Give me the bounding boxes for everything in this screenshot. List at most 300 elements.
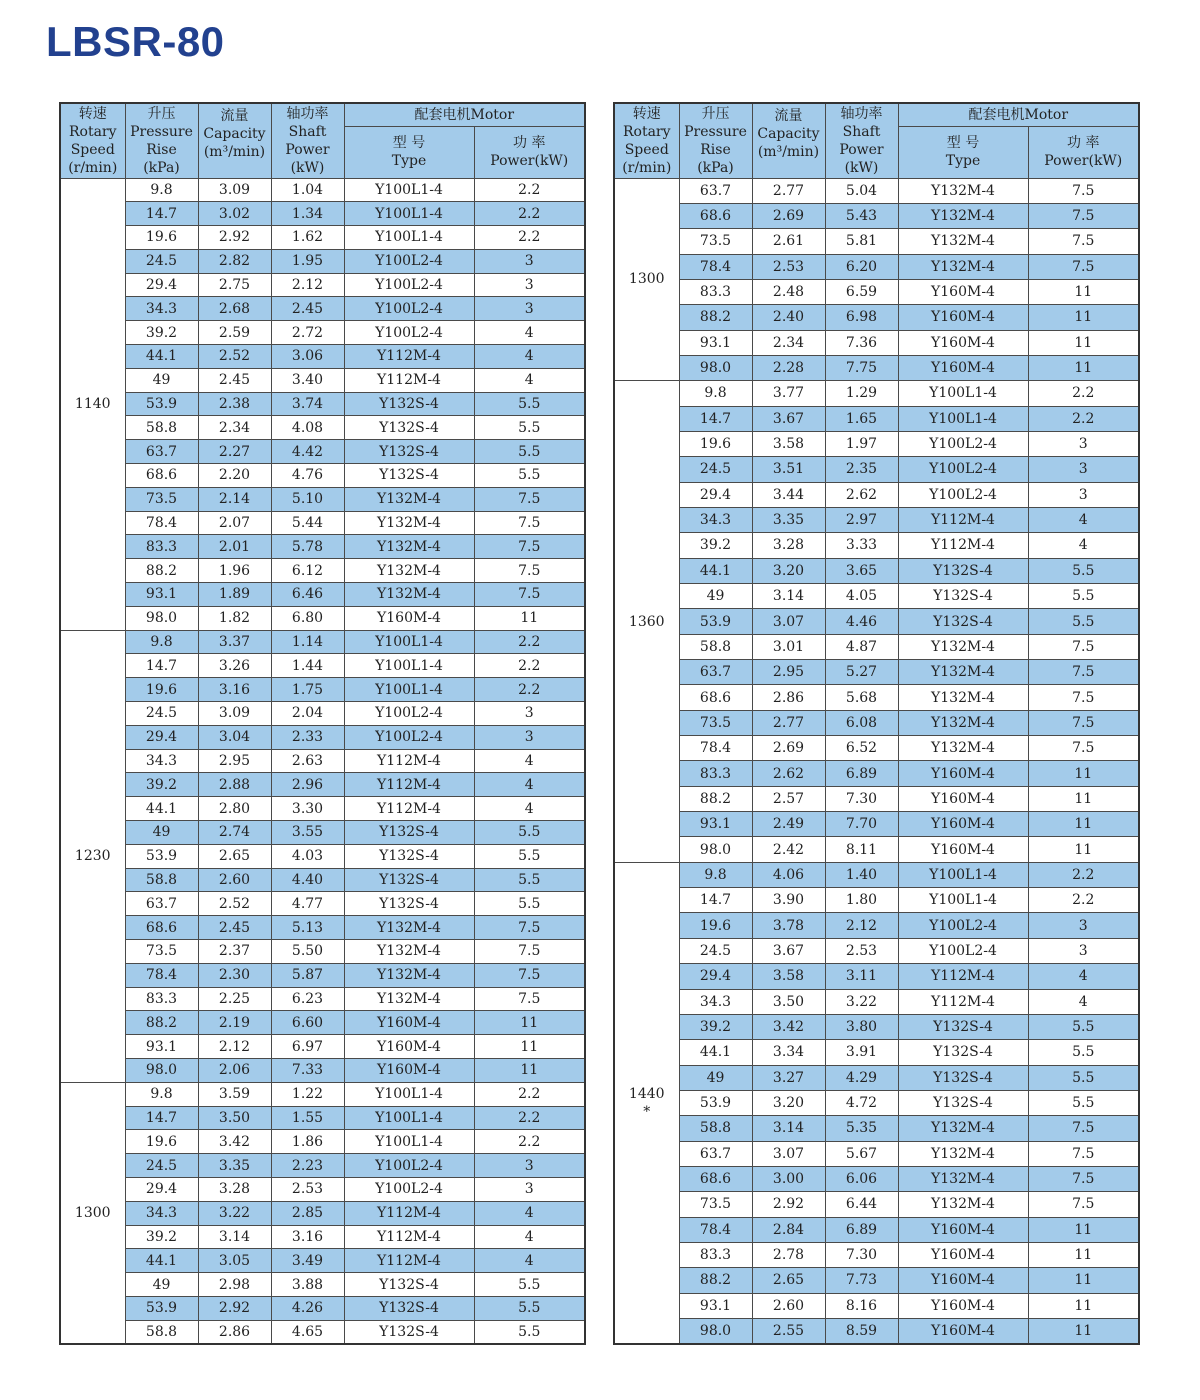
capacity-cell: 3.77 xyxy=(752,381,825,406)
motor-power-cell: 5.5 xyxy=(1028,558,1139,583)
pressure-rise-cell: 19.6 xyxy=(125,678,198,702)
table-row xyxy=(614,279,1139,304)
motor-power-cell: 4 xyxy=(474,345,585,369)
pressure-rise-cell: 39.2 xyxy=(125,321,198,345)
shaft-power-cell: 6.46 xyxy=(271,583,344,607)
capacity-cell: 3.35 xyxy=(198,1154,271,1178)
capacity-cell: 2.60 xyxy=(752,1293,825,1318)
motor-power-cell: 7.5 xyxy=(1028,1141,1139,1166)
motor-type-cell: Y112M-4 xyxy=(344,1201,474,1225)
pressure-rise-cell: 39.2 xyxy=(679,533,752,558)
motor-type-cell: Y132S-4 xyxy=(898,1065,1028,1090)
shaft-power-cell: 5.67 xyxy=(825,1141,898,1166)
type-cn-label: 型 号 xyxy=(392,135,426,151)
motor-power-cell: 3 xyxy=(474,702,585,726)
table-row xyxy=(60,392,585,416)
pressure-rise-cell: 78.4 xyxy=(679,736,752,761)
table-row xyxy=(60,273,585,297)
shaft-power-cell: 6.20 xyxy=(825,254,898,279)
pressure-cn-label: 升压 xyxy=(701,105,730,122)
capacity-cell: 3.50 xyxy=(198,1106,271,1130)
capacity-cell: 2.62 xyxy=(752,761,825,786)
table-row xyxy=(614,888,1139,913)
table-row xyxy=(614,584,1139,609)
table-row xyxy=(614,862,1139,887)
motor-power-cell: 7.5 xyxy=(474,511,585,535)
shaft-power-cell: 6.23 xyxy=(271,987,344,1011)
table-row xyxy=(60,1130,585,1154)
motor-type-cell: Y112M-4 xyxy=(898,989,1028,1014)
pressure-rise-cell: 9.8 xyxy=(125,1082,198,1106)
capacity-cell: 2.69 xyxy=(752,736,825,761)
pressure-rise-cell: 14.7 xyxy=(125,1106,198,1130)
capacity-cell: 3.51 xyxy=(752,457,825,482)
col-pressure-rise xyxy=(679,103,752,178)
table-row xyxy=(614,685,1139,710)
motor-type-cell: Y132S-4 xyxy=(344,892,474,916)
table-row xyxy=(614,431,1139,456)
pressure-rise-cell: 24.5 xyxy=(125,702,198,726)
pressure-rise-cell: 83.3 xyxy=(679,761,752,786)
shaft-power-cell: 6.80 xyxy=(271,606,344,630)
shaft-power-cell: 5.50 xyxy=(271,940,344,964)
motor-type-cell: Y132S-4 xyxy=(344,416,474,440)
table-row xyxy=(614,660,1139,685)
shaft-power-cell: 7.30 xyxy=(825,1242,898,1267)
motor-type-cell: Y100L1-4 xyxy=(898,888,1028,913)
pressure-rise-cell: 78.4 xyxy=(125,511,198,535)
pressure-rise-cell: 58.8 xyxy=(679,634,752,659)
table-row xyxy=(60,940,585,964)
shaft-power-cell: 2.45 xyxy=(271,297,344,321)
motor-type-cell: Y132M-4 xyxy=(898,1166,1028,1191)
speed-en-label: Rotary xyxy=(68,123,117,140)
motor-power-cell: 5.5 xyxy=(474,464,585,488)
table-row xyxy=(614,736,1139,761)
shaft-power-cell: 2.04 xyxy=(271,702,344,726)
capacity-cell: 2.55 xyxy=(752,1318,825,1343)
col-motor: 配套电机Motor xyxy=(344,103,585,126)
pressure-rise-cell: 58.8 xyxy=(125,868,198,892)
motor-power-cell: 4 xyxy=(474,1225,585,1249)
capacity-cell: 2.19 xyxy=(198,1011,271,1035)
shaft-power-cell: 1.86 xyxy=(271,1130,344,1154)
speed-en-label: Rotary xyxy=(622,123,671,140)
table-row xyxy=(60,987,585,1011)
shaft-power-cell: 2.12 xyxy=(825,913,898,938)
capacity-cell: 2.92 xyxy=(198,1296,271,1320)
motor-type-cell: Y132M-4 xyxy=(898,660,1028,685)
motor-power-cell: 5.5 xyxy=(474,1273,585,1297)
capacity-cell: 3.44 xyxy=(752,482,825,507)
power-en-label: Power(kW) xyxy=(490,153,569,169)
motor-power-cell: 7.5 xyxy=(474,583,585,607)
motor-power-cell: 4 xyxy=(474,368,585,392)
power-en-label: Power(kW) xyxy=(1044,153,1123,169)
motor-type-cell: Y112M-4 xyxy=(898,533,1028,558)
capacity-cell: 3.42 xyxy=(752,1014,825,1039)
motor-type-cell: Y112M-4 xyxy=(898,507,1028,532)
table-row xyxy=(614,938,1139,963)
motor-type-cell: Y132M-4 xyxy=(344,963,474,987)
capacity-cell: 2.40 xyxy=(752,305,825,330)
table-row xyxy=(60,583,585,607)
shaft-power-cell: 6.89 xyxy=(825,1217,898,1242)
motor-type-cell: Y132M-4 xyxy=(898,634,1028,659)
motor-power-cell: 7.5 xyxy=(1028,710,1139,735)
capacity-cell: 2.98 xyxy=(198,1273,271,1297)
motor-power-cell: 5.5 xyxy=(474,1320,585,1344)
header-row xyxy=(614,103,1139,126)
pressure-rise-cell: 63.7 xyxy=(125,440,198,464)
shaft-power-cell: 1.95 xyxy=(271,249,344,273)
motor-power-cell: 4 xyxy=(474,321,585,345)
pressure-en-label: Pressure xyxy=(684,123,747,140)
table-row xyxy=(60,416,585,440)
col-capacity xyxy=(198,103,271,178)
motor-power-cell: 5.5 xyxy=(474,892,585,916)
table-row xyxy=(60,797,585,821)
shaft-power-cell: 2.53 xyxy=(271,1177,344,1201)
pressure-rise-cell: 19.6 xyxy=(125,1130,198,1154)
pressure-rise-cell: 34.3 xyxy=(125,1201,198,1225)
motor-power-cell: 3 xyxy=(1028,482,1139,507)
table-row xyxy=(60,821,585,845)
shaft-unit: (kW) xyxy=(844,159,879,176)
shaft-power-cell: 5.81 xyxy=(825,229,898,254)
shaft-power-cell: 1.65 xyxy=(825,406,898,431)
type-en-label: Type xyxy=(391,153,427,169)
speed-en-label-2: Speed xyxy=(624,141,669,158)
pressure-rise-cell: 83.3 xyxy=(125,987,198,1011)
shaft-power-cell: 4.65 xyxy=(271,1320,344,1344)
motor-type-cell: Y100L1-4 xyxy=(898,862,1028,887)
motor-type-cell: Y132S-4 xyxy=(898,1090,1028,1115)
capacity-cell: 3.20 xyxy=(752,1090,825,1115)
shaft-power-cell: 2.96 xyxy=(271,773,344,797)
motor-power-cell: 2.2 xyxy=(1028,888,1139,913)
capacity-cell: 3.16 xyxy=(198,678,271,702)
speed-unit: (r/min) xyxy=(622,159,672,176)
rotary-speed-cell xyxy=(60,1082,125,1344)
motor-power-cell: 2.2 xyxy=(474,678,585,702)
rotary-speed-value: 1360 xyxy=(628,613,665,630)
table-row xyxy=(60,1296,585,1320)
table-row xyxy=(60,725,585,749)
motor-type-cell: Y112M-4 xyxy=(344,1225,474,1249)
shaft-power-cell: 4.03 xyxy=(271,844,344,868)
motor-power-cell: 11 xyxy=(1028,305,1139,330)
motor-power-cell: 2.2 xyxy=(474,1130,585,1154)
table-row xyxy=(60,487,585,511)
power-cn-label: 功 率 xyxy=(1067,135,1100,151)
capacity-cell: 3.58 xyxy=(752,964,825,989)
pressure-rise-cell: 73.5 xyxy=(125,487,198,511)
motor-type-cell: Y132S-4 xyxy=(344,844,474,868)
pressure-rise-cell: 34.3 xyxy=(679,989,752,1014)
motor-type-cell: Y100L2-4 xyxy=(898,457,1028,482)
shaft-power-cell: 4.76 xyxy=(271,464,344,488)
table-row xyxy=(614,1065,1139,1090)
col-shaft-power xyxy=(271,103,344,178)
motor-type-cell: Y100L1-4 xyxy=(344,178,474,202)
motor-power-cell: 11 xyxy=(474,1058,585,1082)
pressure-rise-cell: 83.3 xyxy=(679,1242,752,1267)
motor-type-cell: Y112M-4 xyxy=(344,1249,474,1273)
pressure-rise-cell: 68.6 xyxy=(679,203,752,228)
motor-type-cell: Y100L1-4 xyxy=(344,226,474,250)
capacity-cell: 3.00 xyxy=(752,1166,825,1191)
pressure-rise-cell: 19.6 xyxy=(679,431,752,456)
shaft-power-cell: 3.65 xyxy=(825,558,898,583)
capacity-cell: 3.59 xyxy=(198,1082,271,1106)
motor-type-cell: Y100L2-4 xyxy=(344,1154,474,1178)
pressure-rise-cell: 29.4 xyxy=(125,725,198,749)
pressure-rise-cell: 93.1 xyxy=(679,330,752,355)
motor-type-cell: Y132M-4 xyxy=(344,916,474,940)
capacity-unit: (m³/min) xyxy=(757,144,820,160)
pressure-rise-cell: 9.8 xyxy=(679,862,752,887)
pressure-rise-cell: 78.4 xyxy=(679,1217,752,1242)
rotary-speed-value: 1230 xyxy=(74,848,111,865)
shaft-power-cell: 4.46 xyxy=(825,609,898,634)
pressure-rise-cell: 58.8 xyxy=(679,1116,752,1141)
motor-type-cell: Y160M-4 xyxy=(898,355,1028,380)
pressure-rise-cell: 98.0 xyxy=(125,606,198,630)
motor-power-cell: 11 xyxy=(1028,1268,1139,1293)
table-row xyxy=(614,964,1139,989)
table-row xyxy=(614,913,1139,938)
shaft-power-cell: 1.04 xyxy=(271,178,344,202)
capacity-cell: 2.60 xyxy=(198,868,271,892)
capacity-cell: 3.37 xyxy=(198,630,271,654)
motor-type-cell: Y132M-4 xyxy=(898,254,1028,279)
pressure-unit: (kPa) xyxy=(143,159,180,176)
motor-power-cell: 5.5 xyxy=(474,1296,585,1320)
table-row xyxy=(614,1268,1139,1293)
motor-type-cell: Y132S-4 xyxy=(344,821,474,845)
table-row xyxy=(60,1011,585,1035)
shaft-power-cell: 6.98 xyxy=(825,305,898,330)
shaft-power-cell: 3.74 xyxy=(271,392,344,416)
table-row xyxy=(60,368,585,392)
table-row xyxy=(614,457,1139,482)
table-row xyxy=(60,178,585,202)
motor-power-cell: 2.2 xyxy=(474,1082,585,1106)
motor-type-cell: Y132M-4 xyxy=(898,229,1028,254)
capacity-cell: 2.20 xyxy=(198,464,271,488)
shaft-power-cell: 3.11 xyxy=(825,964,898,989)
table-row xyxy=(60,559,585,583)
table-row xyxy=(60,226,585,250)
shaft-power-cell: 7.70 xyxy=(825,812,898,837)
type-cn-label: 型 号 xyxy=(946,135,980,151)
power-cn-label: 功 率 xyxy=(513,135,546,151)
motor-type-cell: Y160M-4 xyxy=(898,279,1028,304)
pressure-rise-cell: 34.3 xyxy=(125,749,198,773)
motor-power-cell: 5.5 xyxy=(474,821,585,845)
table-row xyxy=(60,1177,585,1201)
pressure-rise-cell: 88.2 xyxy=(125,559,198,583)
pressure-rise-cell: 29.4 xyxy=(125,1177,198,1201)
rotary-speed-value: 1300 xyxy=(74,1204,111,1221)
capacity-cell: 3.14 xyxy=(198,1225,271,1249)
pressure-rise-cell: 53.9 xyxy=(679,609,752,634)
motor-power-cell: 3 xyxy=(474,249,585,273)
motor-type-cell: Y132M-4 xyxy=(344,487,474,511)
motor-power-cell: 7.5 xyxy=(1028,1116,1139,1141)
capacity-cell: 2.95 xyxy=(752,660,825,685)
table-row xyxy=(614,634,1139,659)
motor-power-cell: 4 xyxy=(474,797,585,821)
capacity-cell: 1.89 xyxy=(198,583,271,607)
speed-cn-label: 转速 xyxy=(632,105,661,122)
table-row xyxy=(614,507,1139,532)
capacity-cell: 3.09 xyxy=(198,702,271,726)
capacity-cell: 2.27 xyxy=(198,440,271,464)
speed-cn-label: 转速 xyxy=(78,105,107,122)
motor-type-cell: Y132M-4 xyxy=(898,1116,1028,1141)
pressure-cn-label: 升压 xyxy=(147,105,176,122)
shaft-power-cell: 5.13 xyxy=(271,916,344,940)
table-row xyxy=(60,916,585,940)
motor-power-cell: 11 xyxy=(1028,355,1139,380)
capacity-cell: 2.80 xyxy=(198,797,271,821)
capacity-cell: 2.12 xyxy=(198,1035,271,1059)
motor-power-cell: 7.5 xyxy=(1028,203,1139,228)
capacity-cell: 2.52 xyxy=(198,892,271,916)
pressure-rise-cell: 58.8 xyxy=(125,416,198,440)
table-row xyxy=(614,761,1139,786)
capacity-cell: 1.96 xyxy=(198,559,271,583)
capacity-cell: 2.42 xyxy=(752,837,825,862)
motor-type-cell: Y160M-4 xyxy=(898,1318,1028,1343)
motor-power-cell: 11 xyxy=(1028,1293,1139,1318)
motor-type-cell: Y132M-4 xyxy=(344,559,474,583)
shaft-power-cell: 6.59 xyxy=(825,279,898,304)
speed-note-marker: * xyxy=(643,1103,651,1120)
pressure-rise-cell: 9.8 xyxy=(679,381,752,406)
motor-power-cell: 3 xyxy=(1028,457,1139,482)
motor-type-cell: Y160M-4 xyxy=(898,1268,1028,1293)
table-row xyxy=(614,1318,1139,1343)
capacity-cell: 2.25 xyxy=(198,987,271,1011)
motor-type-cell: Y132S-4 xyxy=(898,558,1028,583)
motor-power-cell: 3 xyxy=(474,1154,585,1178)
pressure-rise-cell: 39.2 xyxy=(125,773,198,797)
capacity-cell: 3.04 xyxy=(198,725,271,749)
capacity-unit: (m³/min) xyxy=(203,144,266,160)
shaft-power-cell: 7.36 xyxy=(825,330,898,355)
table-row xyxy=(60,1249,585,1273)
motor-power-cell: 11 xyxy=(1028,837,1139,862)
motor-type-cell: Y132S-4 xyxy=(344,1296,474,1320)
motor-power-cell: 11 xyxy=(1028,812,1139,837)
table-row xyxy=(614,710,1139,735)
capacity-cell: 3.67 xyxy=(752,406,825,431)
pressure-rise-cell: 78.4 xyxy=(679,254,752,279)
capacity-cell: 3.26 xyxy=(198,654,271,678)
capacity-cell: 2.52 xyxy=(198,345,271,369)
motor-power-cell: 3 xyxy=(474,725,585,749)
pressure-rise-cell: 44.1 xyxy=(125,797,198,821)
pressure-rise-cell: 93.1 xyxy=(679,1293,752,1318)
motor-power-cell: 7.5 xyxy=(1028,660,1139,685)
capacity-cell: 2.07 xyxy=(198,511,271,535)
motor-type-cell: Y100L2-4 xyxy=(898,431,1028,456)
motor-power-cell: 7.5 xyxy=(1028,634,1139,659)
shaft-power-cell: 6.44 xyxy=(825,1192,898,1217)
table-row xyxy=(614,178,1139,203)
motor-power-cell: 7.5 xyxy=(1028,1192,1139,1217)
motor-power-cell: 4 xyxy=(1028,964,1139,989)
capacity-cell: 2.88 xyxy=(198,773,271,797)
motor-type-cell: Y100L1-4 xyxy=(898,406,1028,431)
shaft-power-cell: 8.59 xyxy=(825,1318,898,1343)
shaft-power-cell: 6.08 xyxy=(825,710,898,735)
capacity-cell: 2.65 xyxy=(198,844,271,868)
capacity-cell: 1.82 xyxy=(198,606,271,630)
pressure-rise-cell: 58.8 xyxy=(125,1320,198,1344)
table-row xyxy=(614,381,1139,406)
table-row xyxy=(614,533,1139,558)
motor-type-cell: Y100L2-4 xyxy=(898,913,1028,938)
motor-power-cell: 3 xyxy=(474,273,585,297)
capacity-cell: 2.77 xyxy=(752,178,825,203)
table-row xyxy=(614,1166,1139,1191)
table-row xyxy=(614,812,1139,837)
shaft-power-cell: 2.97 xyxy=(825,507,898,532)
capacity-cell: 3.22 xyxy=(198,1201,271,1225)
shaft-power-cell: 1.75 xyxy=(271,678,344,702)
table-row xyxy=(60,1273,585,1297)
motor-power-cell: 3 xyxy=(474,297,585,321)
rotary-speed-value: 1440 xyxy=(628,1085,665,1102)
motor-power-cell: 5.5 xyxy=(1028,1040,1139,1065)
shaft-power-cell: 3.40 xyxy=(271,368,344,392)
motor-power-cell: 5.5 xyxy=(1028,1090,1139,1115)
shaft-power-cell: 3.55 xyxy=(271,821,344,845)
motor-type-cell: Y132M-4 xyxy=(898,203,1028,228)
capacity-cell: 2.75 xyxy=(198,273,271,297)
shaft-power-cell: 1.80 xyxy=(825,888,898,913)
motor-power-cell: 7.5 xyxy=(474,559,585,583)
shaft-power-cell: 3.91 xyxy=(825,1040,898,1065)
table-row xyxy=(614,1040,1139,1065)
shaft-power-cell: 3.80 xyxy=(825,1014,898,1039)
shaft-power-cell: 1.40 xyxy=(825,862,898,887)
motor-type-cell: Y132M-4 xyxy=(344,987,474,1011)
pressure-rise-cell: 14.7 xyxy=(125,654,198,678)
speed-en-label-2: Speed xyxy=(70,141,115,158)
shaft-power-cell: 6.52 xyxy=(825,736,898,761)
shaft-power-cell: 3.88 xyxy=(271,1273,344,1297)
shaft-power-cell: 4.05 xyxy=(825,584,898,609)
motor-type-cell: Y100L1-4 xyxy=(344,630,474,654)
motor-type-cell: Y160M-4 xyxy=(344,606,474,630)
motor-type-cell: Y100L2-4 xyxy=(898,482,1028,507)
table-row xyxy=(60,963,585,987)
motor-power-cell: 5.5 xyxy=(474,392,585,416)
capacity-cell: 2.01 xyxy=(198,535,271,559)
col-motor: 配套电机Motor xyxy=(898,103,1139,126)
rotary-speed-cell xyxy=(614,862,679,1344)
capacity-cell: 2.38 xyxy=(198,392,271,416)
motor-power-cell: 4 xyxy=(474,1201,585,1225)
motor-type-cell: Y132S-4 xyxy=(344,440,474,464)
shaft-power-cell: 3.30 xyxy=(271,797,344,821)
shaft-en-label: Shaft xyxy=(842,123,881,140)
